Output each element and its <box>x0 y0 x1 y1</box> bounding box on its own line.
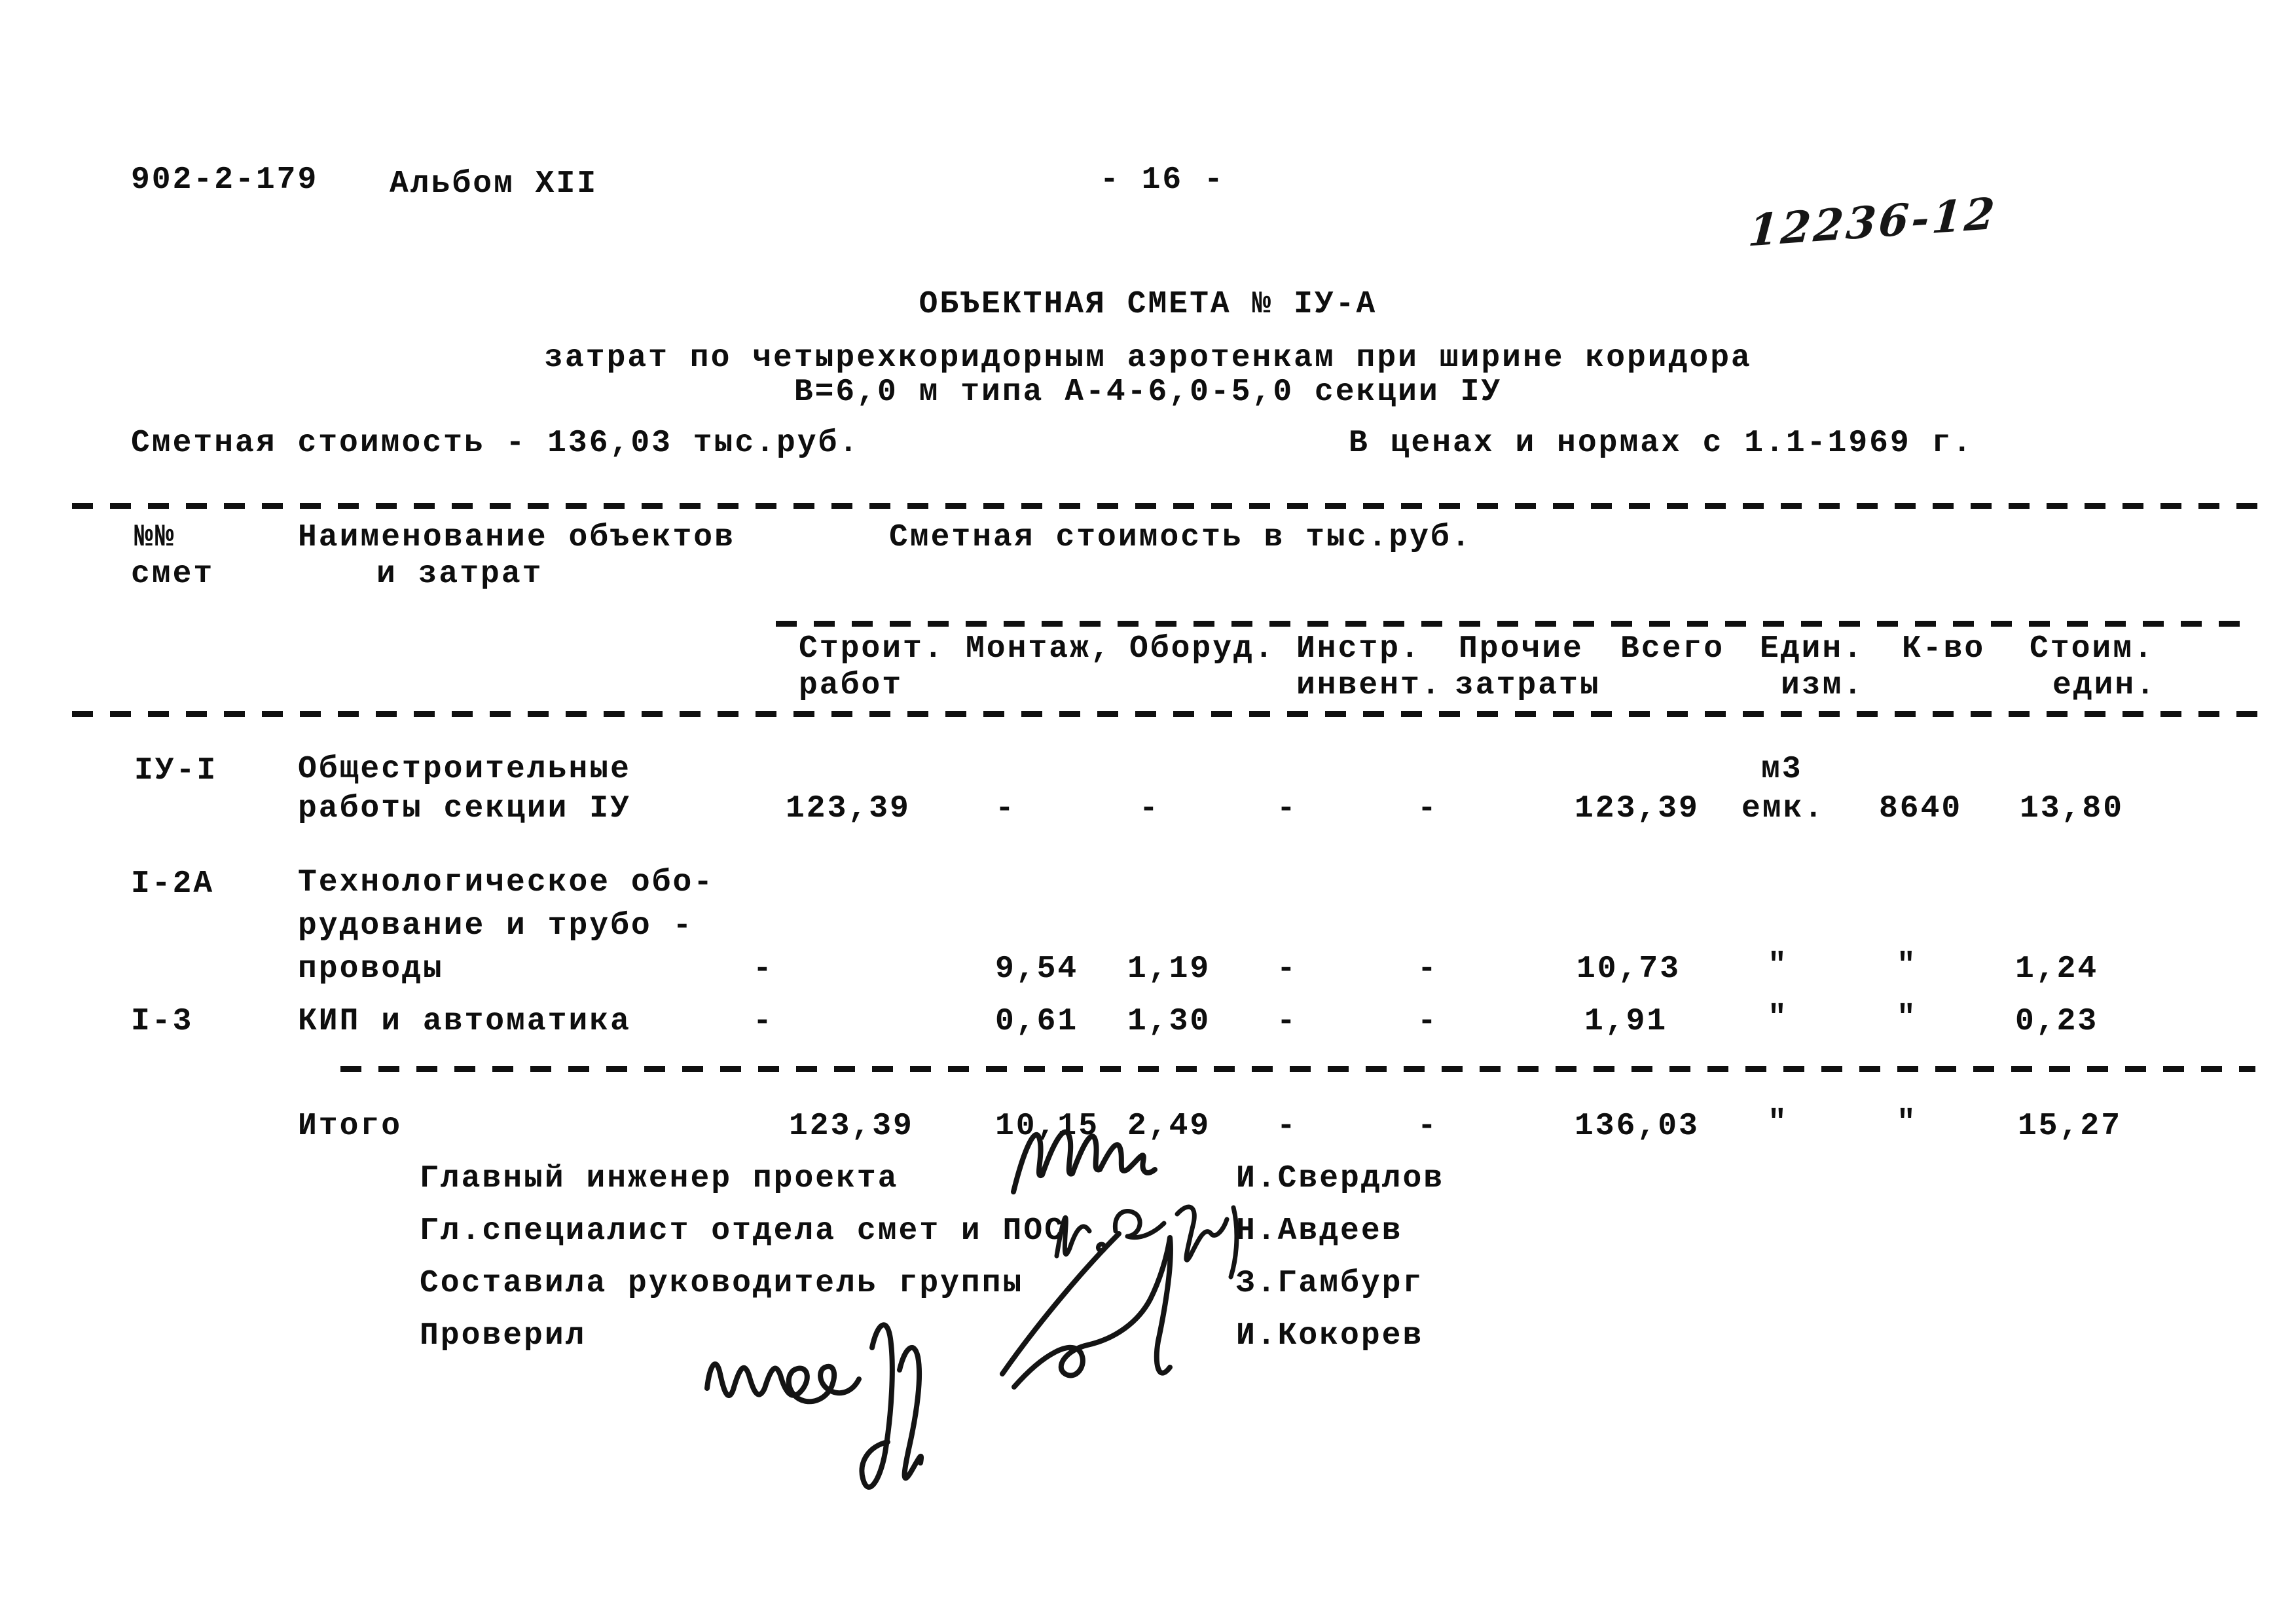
signature-name-1: И.Свердлов <box>1236 1161 1445 1196</box>
row2-stroit-value: - <box>753 951 774 987</box>
col-no-header-line1: №№ <box>134 520 176 555</box>
total-instr-value: - <box>1277 1109 1298 1144</box>
row2-vsego-value: 10,73 <box>1576 951 1681 987</box>
dashed-divider-subhead <box>776 621 2252 627</box>
row1-name-line2: работы секции IУ <box>298 791 631 826</box>
total-montazh-value: 10,15 <box>995 1109 1100 1144</box>
row1-vsego-value: 123,39 <box>1575 791 1700 826</box>
row2-oborud-value: 1,19 <box>1127 951 1211 987</box>
signature-role-3: Составила руководитель группы <box>420 1266 1024 1301</box>
total-prochie-value: - <box>1417 1109 1438 1144</box>
dashed-divider-head-bottom <box>72 711 2259 717</box>
col-stoim-header-2: един. <box>2052 668 2157 703</box>
estimate-subtitle-1: затрат по четырехкоридорным аэротенкам при ширине коридора <box>544 341 1752 376</box>
row2-name-line1: Технологическое обо- <box>298 865 715 900</box>
row1-qty-value: 8640 <box>1879 791 1963 826</box>
row1-unit-line1: м3 <box>1761 752 1803 787</box>
row3-name-line1: КИП и автоматика <box>298 1004 631 1039</box>
album-label: Альбом XII <box>390 166 598 202</box>
col-kvo-header: К-во <box>1902 631 1986 667</box>
row3-oborud-value: 1,30 <box>1127 1004 1211 1039</box>
doc-code: 902-2-179 <box>131 162 319 198</box>
row3-estimate-no: I-3 <box>131 1004 194 1039</box>
row3-montazh-value: 0,61 <box>995 1004 1079 1039</box>
row1-unit-cost-value: 13,80 <box>2020 791 2124 826</box>
row3-qty-ditto: " <box>1897 1001 1918 1036</box>
col-no-header-line2: смет <box>131 557 215 592</box>
handwritten-stamp: 12236-12 <box>1746 187 1999 257</box>
row3-prochie-value: - <box>1417 1004 1438 1039</box>
row2-name-line2: рудование и трубо - <box>298 908 694 944</box>
total-label: Итого <box>298 1109 403 1144</box>
row2-qty-ditto: " <box>1897 948 1918 984</box>
row3-stroit-value: - <box>753 1004 774 1039</box>
col-edin-header: Един. <box>1760 631 1865 667</box>
row1-montazh-value: - <box>995 791 1016 826</box>
signature-name-4: И.Кокорев <box>1236 1318 1424 1354</box>
dashed-divider-total <box>340 1066 2255 1072</box>
col-montazh-header: Монтаж, <box>966 631 1112 667</box>
col-prochie-header: Прочие <box>1459 631 1584 667</box>
total-unit-ditto: " <box>1768 1105 1789 1141</box>
page-number: - 16 - <box>1100 162 1225 198</box>
row3-unit-ditto: " <box>1768 1001 1789 1036</box>
row2-montazh-value: 9,54 <box>995 951 1079 987</box>
price-basis-note: В ценах и нормах с 1.1-1969 г. <box>1349 426 1974 461</box>
signature-name-3: З.Гамбург <box>1236 1266 1424 1301</box>
col-name-header-line1: Наименование объектов <box>298 520 735 555</box>
col-instr-header-2: инвент. <box>1296 668 1442 703</box>
row1-stroit-value: 123,39 <box>786 791 911 826</box>
col-prochie-header-2: затраты <box>1455 668 1601 703</box>
row2-unit-ditto: " <box>1768 948 1789 984</box>
signature-role-1: Главный инженер проекта <box>420 1161 899 1196</box>
signature-role-4: Проверил <box>420 1318 587 1354</box>
row2-estimate-no: I-2А <box>131 866 215 902</box>
dashed-divider-top <box>72 503 2259 509</box>
signature-scribble-kokorev <box>701 1310 1015 1509</box>
row1-instr-value: - <box>1277 791 1298 826</box>
row2-prochie-value: - <box>1417 951 1438 987</box>
total-qty-ditto: " <box>1897 1105 1918 1141</box>
col-stroit-header: Строит. <box>799 631 945 667</box>
signature-role-2: Гл.специалист отдела смет и ПОС <box>420 1213 1065 1249</box>
row1-oborud-value: - <box>1139 791 1160 826</box>
total-stroit-value: 123,39 <box>789 1109 914 1144</box>
col-oborud-header: Оборуд. <box>1129 631 1275 667</box>
row2-instr-value: - <box>1277 951 1298 987</box>
row2-unit-cost-value: 1,24 <box>2015 951 2099 987</box>
col-edin-header-2: изм. <box>1781 668 1865 703</box>
row1-estimate-no: IУ-I <box>134 753 218 788</box>
row3-instr-value: - <box>1277 1004 1298 1039</box>
row3-unit-cost-value: 0,23 <box>2015 1004 2099 1039</box>
estimate-title: ОБЪЕКТНАЯ СМЕТА № IУ-А <box>919 287 1377 322</box>
col-stroit-header-2: работ <box>799 668 903 703</box>
row3-vsego-value: 1,91 <box>1584 1004 1668 1039</box>
estimate-subtitle-2: В=6,0 м типа А-4-6,0-5,0 секции IУ <box>793 375 1503 410</box>
total-cost-note: Сметная стоимость - 136,03 тыс.руб. <box>131 426 860 461</box>
signature-name-2: Н.Авдеев <box>1236 1213 1403 1249</box>
col-vsego-header: Всего <box>1620 631 1725 667</box>
col-instr-header: Инстр. <box>1296 631 1421 667</box>
col-stoim-header: Стоим. <box>2030 631 2155 667</box>
total-vsego-value: 136,03 <box>1575 1109 1700 1144</box>
col-group-header: Сметная стоимость в тыс.руб. <box>889 520 1472 555</box>
row2-name-line3: проводы <box>298 951 444 987</box>
col-name-header-line2: и затрат <box>376 557 543 592</box>
total-oborud-value: 2,49 <box>1127 1109 1211 1144</box>
row1-prochie-value: - <box>1417 791 1438 826</box>
row1-name-line1: Общестроительные <box>298 752 631 787</box>
total-unit-cost-value: 15,27 <box>2018 1109 2123 1144</box>
row1-unit-line2: емк. <box>1741 791 1825 826</box>
